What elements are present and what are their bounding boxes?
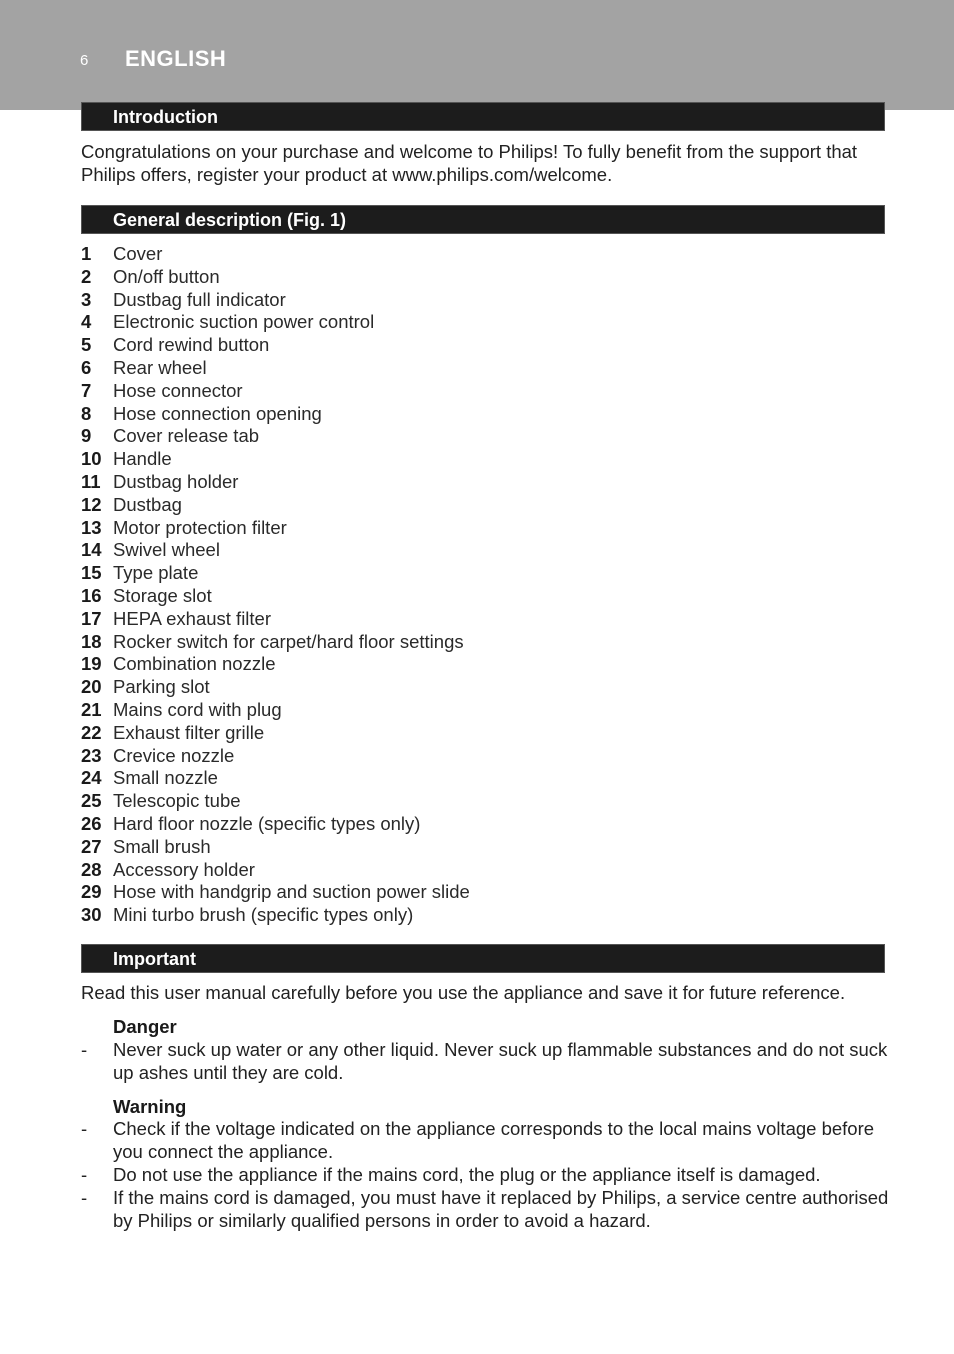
item-label: Mini turbo brush (specific types only)	[113, 904, 414, 926]
item-number: 29	[81, 881, 102, 903]
list-item	[81, 334, 470, 357]
item-label: Swivel wheel	[113, 539, 220, 561]
warning-bullet	[81, 1187, 891, 1232]
list-item	[81, 517, 470, 540]
list-item	[81, 631, 470, 654]
list-item	[81, 881, 470, 904]
item-label: Hard floor nozzle (specific types only)	[113, 812, 421, 834]
section-title: General description (Fig. 1)	[113, 210, 347, 230]
item-label: Mains cord with plug	[113, 698, 282, 720]
section-title: Introduction	[113, 107, 218, 127]
list-item	[81, 813, 470, 836]
list-item	[81, 904, 470, 927]
item-label: Small nozzle	[113, 767, 218, 789]
section-header-introduction	[81, 102, 885, 131]
danger-bullet	[81, 1039, 891, 1084]
item-label: Combination nozzle	[113, 653, 276, 675]
page-number: 6	[80, 52, 89, 69]
introduction-paragraph: Congratulations on your purchase and welcome to Philips! To fully benefit from the support that Philips offers, register your product at www.philips.com/welcome.	[81, 141, 858, 185]
item-label: Type plate	[113, 562, 199, 584]
item-number: 11	[81, 470, 101, 492]
item-number: 12	[81, 493, 102, 515]
item-number: 30	[81, 904, 102, 926]
item-number: 26	[81, 812, 102, 834]
item-label: Telescopic tube	[113, 790, 241, 812]
list-item	[81, 357, 470, 380]
list-item	[81, 494, 470, 517]
list-item	[81, 790, 470, 813]
item-number: 17	[81, 607, 102, 629]
bullet-dash: -	[81, 1118, 88, 1139]
item-number: 27	[81, 835, 102, 857]
item-number: 18	[81, 630, 102, 652]
item-label: Storage slot	[113, 584, 212, 606]
list-item	[81, 425, 470, 448]
item-label: Exhaust filter grille	[113, 721, 265, 743]
list-item	[81, 699, 470, 722]
item-label: Cord rewind button	[113, 334, 270, 356]
item-label: Handle	[113, 448, 172, 470]
list-item	[81, 745, 470, 768]
list-item	[81, 403, 470, 426]
parts-list	[81, 243, 470, 927]
item-label: Electronic suction power control	[113, 311, 375, 333]
item-number: 16	[81, 584, 102, 606]
item-number: 19	[81, 653, 102, 675]
item-number: 24	[81, 767, 102, 789]
section-title: Important	[113, 949, 196, 969]
item-number: 2	[81, 265, 92, 287]
item-label: Hose with handgrip and suction power slide	[113, 881, 470, 903]
item-number: 9	[81, 425, 92, 447]
item-label: Hose connection opening	[113, 402, 322, 424]
item-label: Dustbag holder	[113, 470, 239, 492]
bullet-dash: -	[81, 1187, 88, 1208]
item-label: Rocker switch for carpet/hard floor settings	[113, 630, 464, 652]
language-title: ENGLISH	[125, 46, 227, 71]
list-item	[81, 676, 470, 699]
list-item	[81, 767, 470, 790]
item-number: 4	[81, 311, 92, 333]
list-item	[81, 539, 470, 562]
item-number: 8	[81, 402, 92, 424]
list-item	[81, 585, 470, 608]
item-label: Small brush	[113, 835, 211, 857]
bullet-text: Never suck up water or any other liquid. Never suck up flammable substances and do not suck up ashes until they are cold.	[113, 1039, 888, 1083]
item-label: Accessory holder	[113, 858, 255, 880]
list-item	[81, 859, 470, 882]
item-number: 14	[81, 539, 102, 561]
important-intro: Read this user manual carefully before you use the appliance and save it for future reference.	[81, 982, 846, 1003]
item-label: Crevice nozzle	[113, 744, 235, 766]
item-number: 21	[81, 698, 102, 720]
item-number: 22	[81, 721, 102, 743]
section-header-general-description	[81, 205, 885, 234]
item-number: 3	[81, 288, 92, 310]
item-number: 23	[81, 744, 102, 766]
list-item	[81, 836, 470, 859]
page-header	[0, 0, 954, 110]
bullet-dash: -	[81, 1164, 88, 1185]
warning-bullet	[81, 1118, 891, 1163]
item-number: 10	[81, 448, 102, 470]
list-item	[81, 243, 470, 266]
warning-heading: Warning	[113, 1096, 187, 1117]
item-number: 1	[81, 243, 92, 264]
item-number: 6	[81, 356, 92, 378]
item-label: HEPA exhaust filter	[113, 607, 272, 629]
list-item	[81, 608, 470, 631]
item-label: Cover	[113, 243, 163, 264]
item-label: Hose connector	[113, 379, 243, 401]
item-number: 13	[81, 516, 102, 538]
list-item	[81, 289, 470, 312]
list-item	[81, 380, 470, 403]
bullet-text: If the mains cord is damaged, you must have it replaced by Philips, a service centre authorised by Philips or similarly qualified persons in order to avoid a hazard.	[113, 1187, 889, 1231]
section-header-important	[81, 944, 885, 973]
item-number: 5	[81, 334, 92, 356]
list-item	[81, 471, 470, 494]
item-number: 7	[81, 379, 92, 401]
list-item	[81, 562, 470, 585]
list-item	[81, 653, 470, 676]
item-number: 28	[81, 858, 102, 880]
item-number: 25	[81, 790, 102, 812]
item-label: On/off button	[113, 265, 220, 287]
item-label: Rear wheel	[113, 356, 207, 378]
item-number: 15	[81, 562, 102, 584]
list-item	[81, 448, 470, 471]
list-item	[81, 722, 470, 745]
item-number: 20	[81, 676, 102, 698]
item-label: Cover release tab	[113, 425, 260, 447]
item-label: Dustbag	[113, 493, 182, 515]
item-label: Motor protection filter	[113, 516, 287, 538]
bullet-text: Do not use the appliance if the mains cord, the plug or the appliance itself is damaged.	[113, 1164, 821, 1185]
danger-heading: Danger	[113, 1016, 177, 1037]
item-label: Parking slot	[113, 676, 210, 698]
bullet-dash: -	[81, 1039, 88, 1060]
bullet-text: Check if the voltage indicated on the appliance corresponds to the local mains voltage before you connect the appliance.	[113, 1118, 875, 1162]
item-label: Dustbag full indicator	[113, 288, 286, 310]
warning-bullet	[81, 1164, 891, 1187]
list-item	[81, 266, 470, 289]
list-item	[81, 311, 470, 334]
